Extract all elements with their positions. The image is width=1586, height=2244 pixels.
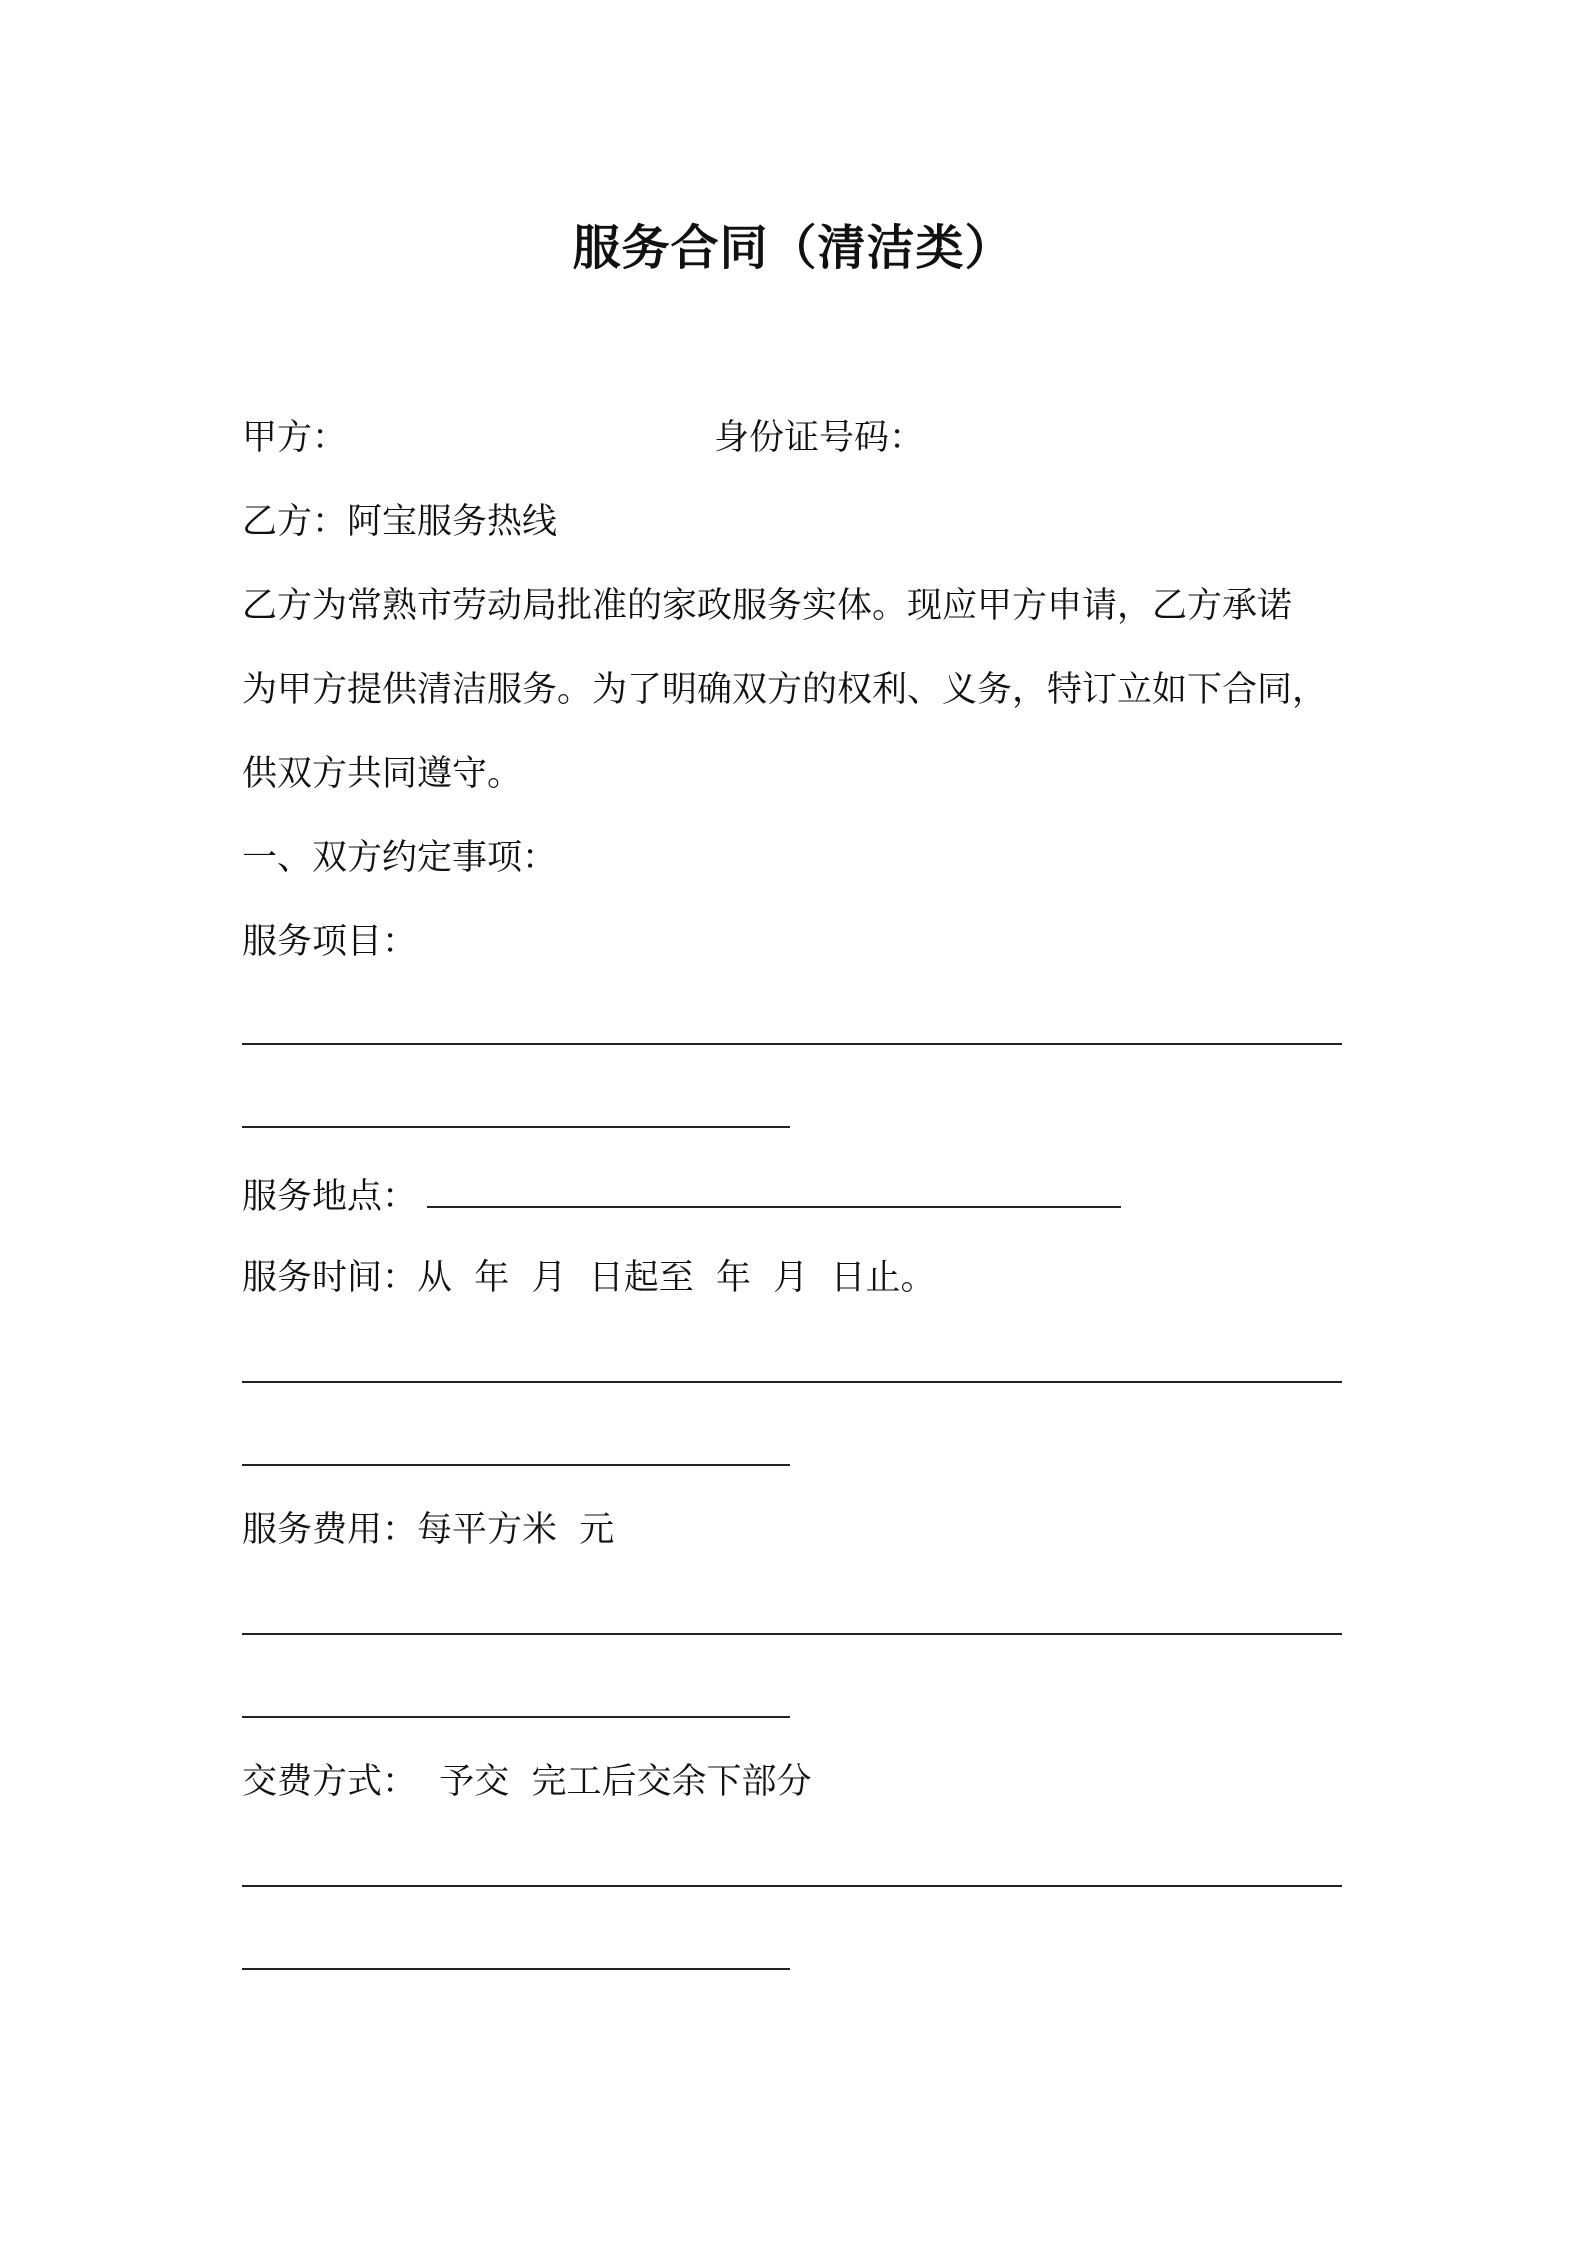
section-1-heading: 一、双方约定事项：	[242, 838, 558, 878]
service-items-label: 服务项目：	[242, 922, 418, 962]
intro-line-3: 供双方共同遵守。	[242, 754, 523, 794]
service-fee-blank-1[interactable]	[242, 1633, 1342, 1635]
payment-method-blank-1[interactable]	[242, 1885, 1342, 1887]
service-time-line: 服务时间：从 年 月 日起至 年 月 日止。	[242, 1258, 936, 1298]
service-location-label: 服务地点：	[242, 1177, 418, 1217]
service-time-blank-2[interactable]	[242, 1464, 790, 1466]
id-number-label: 身份证号码：	[714, 418, 925, 458]
service-fee-blank-2[interactable]	[242, 1716, 790, 1718]
payment-method-line: 交费方式： 予交 完工后交余下部分	[242, 1762, 812, 1802]
payment-method-blank-2[interactable]	[242, 1968, 790, 1970]
service-fee-line: 服务费用：每平方米 元	[242, 1510, 615, 1550]
service-items-blank-2[interactable]	[242, 1126, 790, 1128]
intro-line-2: 为甲方提供清洁服务。为了明确双方的权利、义务，特订立如下合同，	[242, 670, 1328, 710]
party-b-line: 乙方：阿宝服务热线	[242, 502, 558, 542]
document-title: 服务合同（清洁类）	[572, 220, 1014, 276]
intro-line-1: 乙方为常熟市劳动局批准的家政服务实体。现应甲方申请，乙方承诺	[242, 586, 1293, 626]
service-time-blank-1[interactable]	[242, 1381, 1342, 1383]
service-location-row	[242, 1166, 1121, 1225]
service-location-blank[interactable]	[427, 1166, 1121, 1208]
party-a-label: 甲方：	[242, 418, 348, 458]
service-items-blank-1[interactable]	[242, 1043, 1342, 1045]
